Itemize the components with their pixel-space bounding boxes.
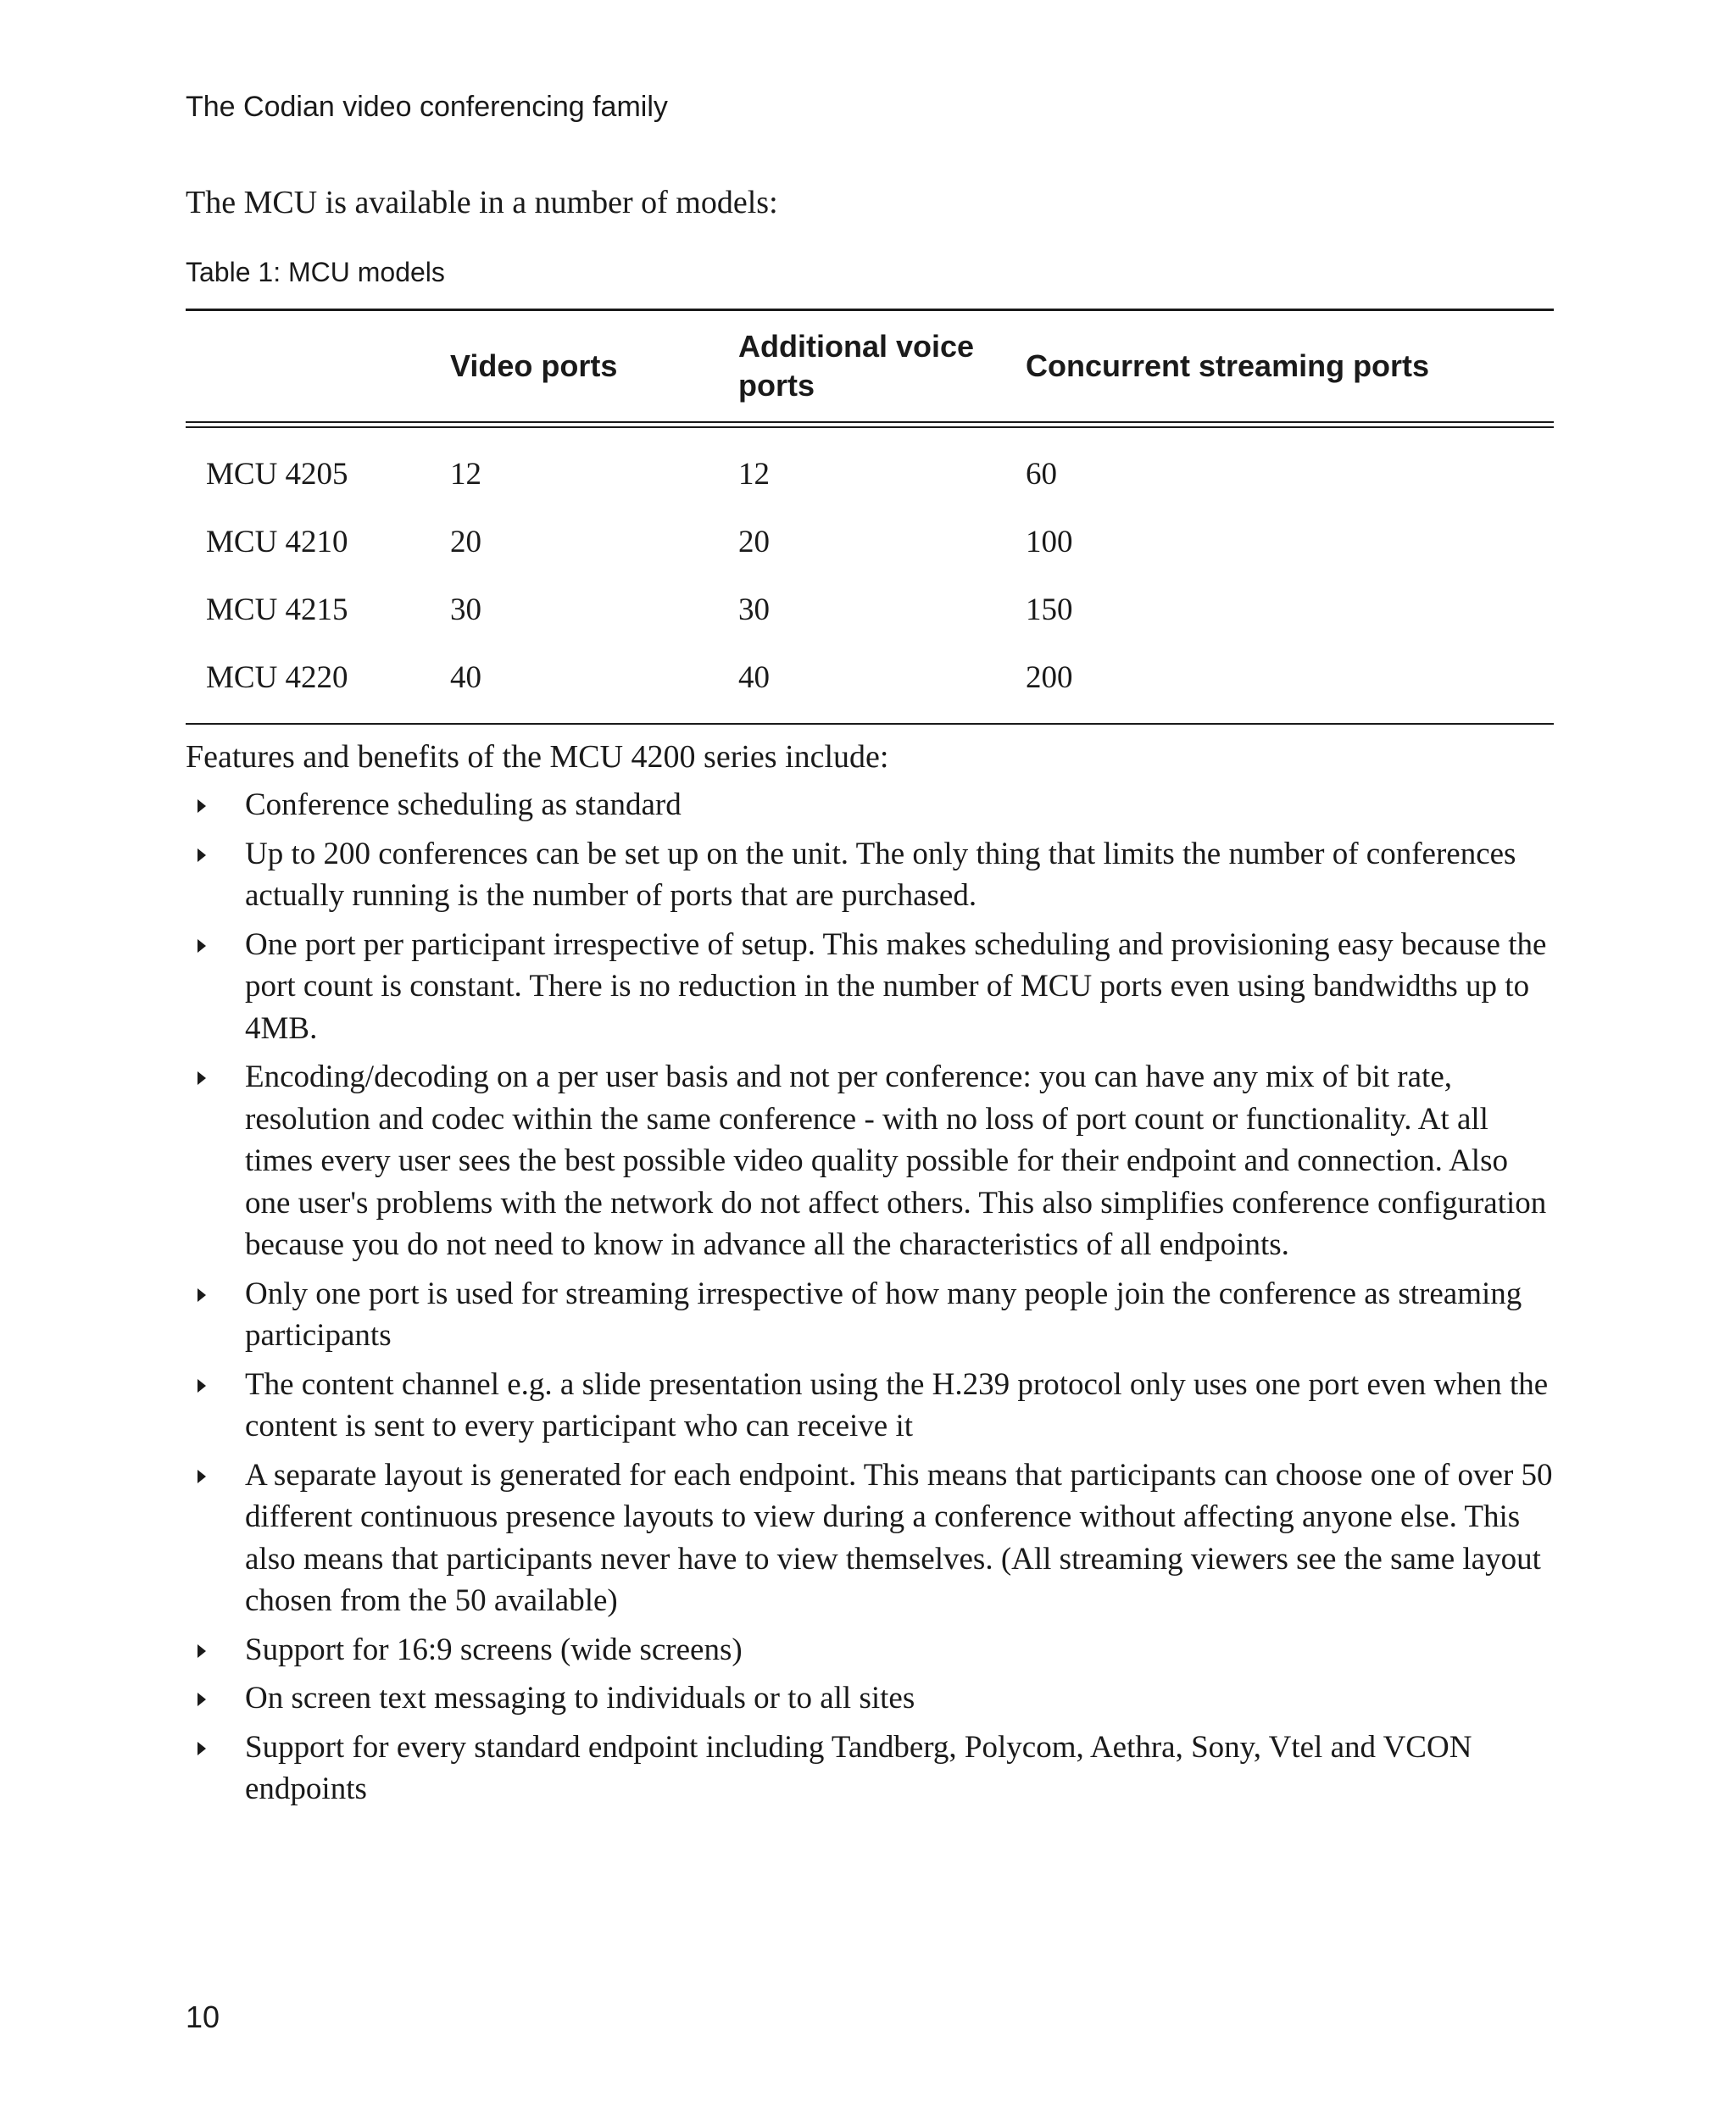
triangle-bullet-icon <box>198 1379 206 1393</box>
header-cell-voice-ports: Additional voice ports <box>738 329 975 403</box>
list-item-text: Conference scheduling as standard <box>245 787 682 822</box>
header-cell-video-ports: Video ports <box>450 348 618 383</box>
triangle-bullet-icon <box>198 1644 206 1658</box>
list-item <box>186 1677 1559 1720</box>
list-item-text: Up to 200 conferences can be set up on the unit. The only thing that limits the number of conferences actually running is the number of ports that are purchased. <box>245 836 1516 913</box>
cell-model: MCU 4215 <box>206 592 348 627</box>
table-row <box>186 576 1554 643</box>
triangle-bullet-icon <box>198 1693 206 1706</box>
triangle-bullet-icon <box>198 939 206 953</box>
cell-model: MCU 4220 <box>206 659 348 695</box>
cell-voice-ports: 20 <box>738 524 770 559</box>
table-bottom-rule <box>186 723 1554 725</box>
features-list <box>186 784 1559 1817</box>
list-item <box>186 1629 1559 1671</box>
list-item <box>186 833 1559 917</box>
cell-model: MCU 4205 <box>206 456 348 492</box>
cell-model: MCU 4210 <box>206 524 348 559</box>
list-item-text: Only one port is used for streaming irrespective of how many people join the conference as streaming participants <box>245 1276 1522 1353</box>
list-item-text: A separate layout is generated for each endpoint. This means that participants can choose one of over 50 different continuous presence layouts to view during a conference without affecting anyone else. This also means that participants never have to view themselves. (All streaming viewers see the same layout chosen from the 50 available) <box>245 1457 1553 1618</box>
list-item-text: Encoding/decoding on a per user basis and not per conference: you can have any mix of bit rate, resolution and codec within the same conference - with no loss of port count or functionality. At all times every user sees the best possible video quality possible for their endpoint and connection. Also one user's problems with the network do not affect others. This also simplifies conference configuration because you do not need to know in advance all the characteristics of all endpoints. <box>245 1060 1547 1262</box>
list-item <box>186 784 1559 826</box>
cell-voice-ports: 40 <box>738 659 770 695</box>
features-intro: Features and benefits of the MCU 4200 series include: <box>186 739 889 775</box>
triangle-bullet-icon <box>198 848 206 862</box>
triangle-bullet-icon <box>198 799 206 813</box>
table-header-row <box>186 311 1554 421</box>
triangle-bullet-icon <box>198 1071 206 1085</box>
cell-streaming-ports: 200 <box>1026 659 1073 695</box>
list-item <box>186 1056 1559 1266</box>
cell-streaming-ports: 150 <box>1026 592 1073 627</box>
running-head: The Codian video conferencing family <box>186 91 668 123</box>
list-item <box>186 1454 1559 1622</box>
page-number: 10 <box>186 1999 220 2034</box>
table-caption: Table 1: MCU models <box>186 257 445 287</box>
triangle-bullet-icon <box>198 1470 206 1483</box>
list-item-text: Support for every standard endpoint including Tandberg, Polycom, Aethra, Sony, Vtel and VCON endpoints <box>245 1729 1472 1806</box>
list-item <box>186 924 1559 1050</box>
table-header-rule <box>186 421 1554 428</box>
cell-video-ports: 40 <box>450 659 481 695</box>
list-item <box>186 1727 1559 1810</box>
list-item <box>186 1364 1559 1448</box>
triangle-bullet-icon <box>198 1742 206 1755</box>
header-cell-streaming-ports: Concurrent streaming ports <box>1026 348 1430 383</box>
list-item-text: The content channel e.g. a slide presentation using the H.239 protocol only uses one port even when the content is sent to every participant who can receive it <box>245 1366 1549 1443</box>
intro-paragraph: The MCU is available in a number of models: <box>186 185 778 220</box>
list-item-text: Support for 16:9 screens (wide screens) <box>245 1632 743 1667</box>
cell-video-ports: 12 <box>450 456 481 492</box>
mcu-models-table <box>186 309 1554 725</box>
list-item <box>186 1273 1559 1357</box>
list-item-text: One port per participant irrespective of setup. This makes scheduling and provisioning easy because the port count is constant. There is no reduction in the number of MCU ports even using bandwidths up to 4MB. <box>245 926 1547 1046</box>
table-row <box>186 440 1554 508</box>
cell-video-ports: 30 <box>450 592 481 627</box>
list-item-text: On screen text messaging to individuals or to all sites <box>245 1681 915 1716</box>
triangle-bullet-icon <box>198 1288 206 1302</box>
cell-streaming-ports: 60 <box>1026 456 1057 492</box>
table-body <box>186 428 1554 723</box>
table-row <box>186 643 1554 711</box>
table-row <box>186 508 1554 576</box>
cell-voice-ports: 30 <box>738 592 770 627</box>
cell-streaming-ports: 100 <box>1026 524 1073 559</box>
cell-video-ports: 20 <box>450 524 481 559</box>
cell-voice-ports: 12 <box>738 456 770 492</box>
